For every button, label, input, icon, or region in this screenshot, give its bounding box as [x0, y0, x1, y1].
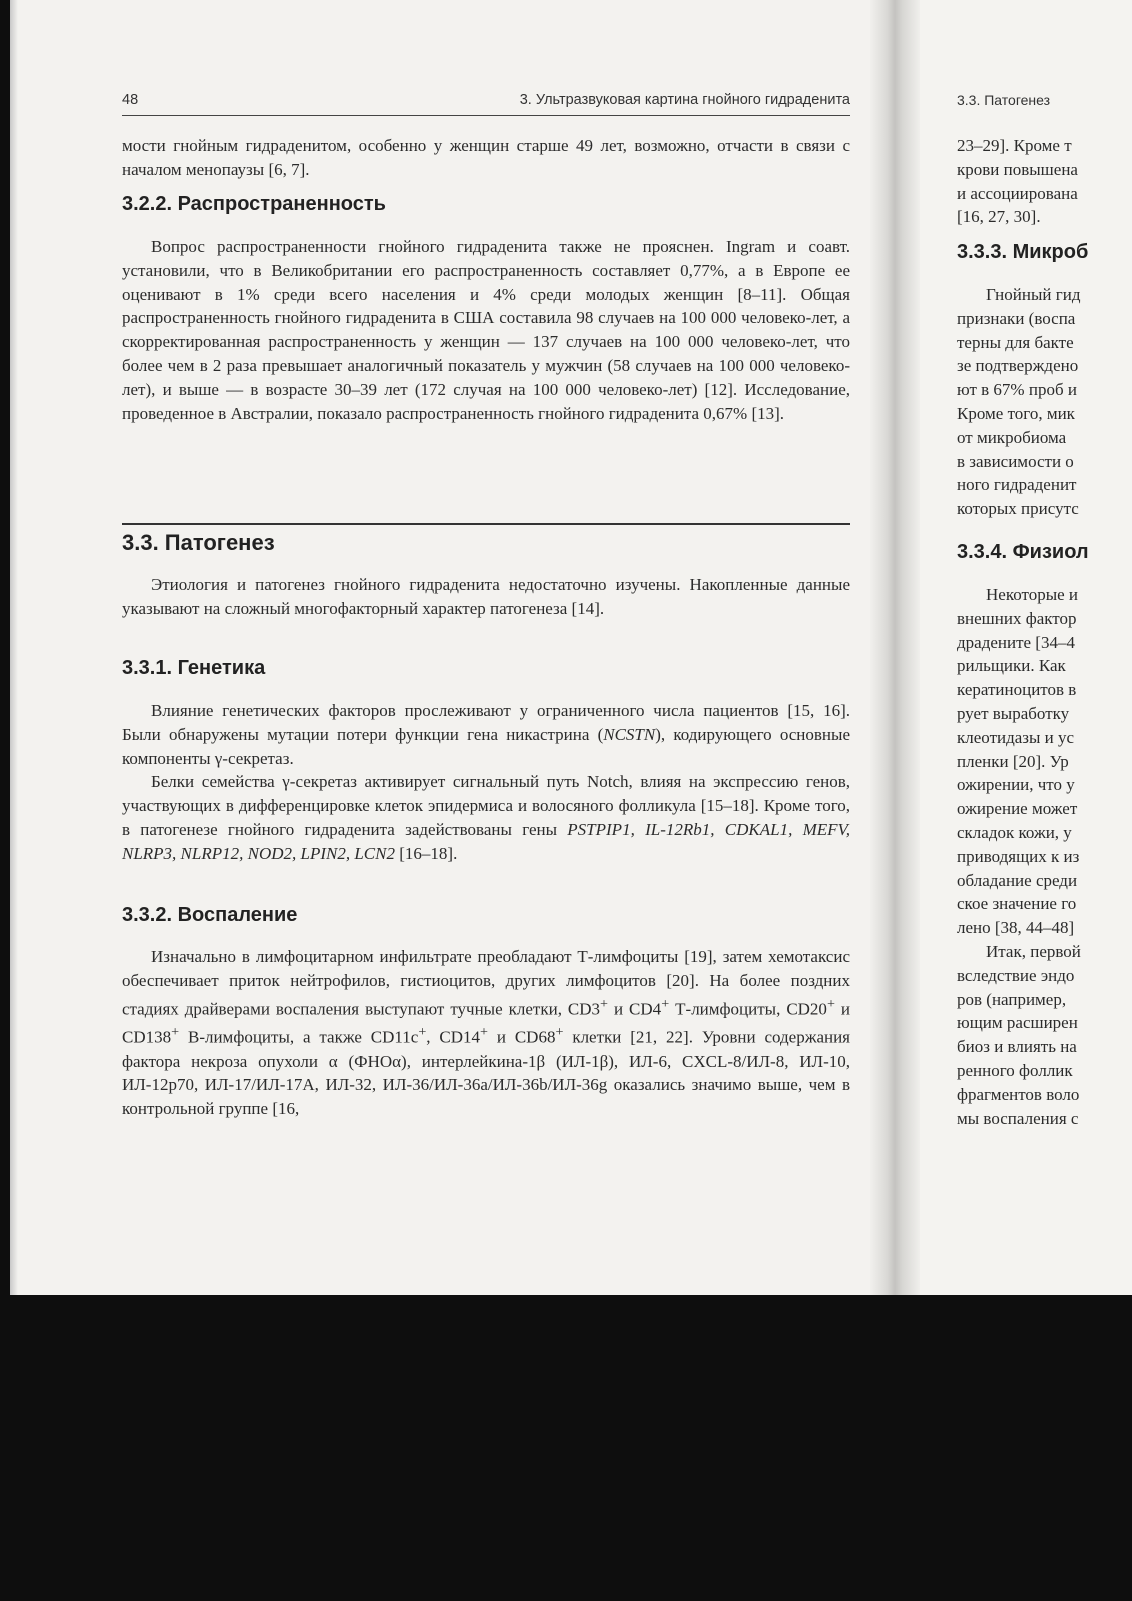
section-3-3-1-text — [122, 699, 850, 866]
running-title: 3. Ультразвуковая картина гнойного гидраденита — [519, 92, 850, 108]
text-line: Гнойный гид — [986, 285, 1081, 304]
text-line: приводящих к из — [957, 846, 1080, 866]
text-line: мы воспаления с — [957, 1108, 1079, 1128]
text-line: фрагментов воло — [957, 1084, 1080, 1104]
text-line: лено [38, 44–48] — [957, 918, 1075, 938]
right-page — [920, 0, 1132, 1295]
text-line: пленки [20]. Ур — [957, 751, 1069, 771]
right-running-title: 3.3. Патогенез — [957, 92, 1051, 108]
text-line: вследствие эндо — [957, 965, 1075, 985]
text-line: кератиноцитов в — [957, 680, 1077, 700]
text-line: ожирение может — [957, 799, 1078, 819]
text-line: клеотидазы и ус — [957, 727, 1075, 747]
text-line: и ассоциирована — [957, 183, 1078, 203]
genetics-paragraph-1: Влияние генетических факторов прослеживают у ограниченного числа пациентов [15, 16]. Были обнаружены мутации потери функции гена никастрина (NCSTN), кодирующего основные компоненты γ-секретаз. — [122, 701, 850, 768]
text-line: внешних фактор — [957, 608, 1077, 628]
right-block-3 — [957, 583, 1132, 1130]
text-line: драдените [34–4 — [957, 632, 1075, 652]
section-3-3-2-paragraph: Изначально в лимфоцитарном инфильтрате преобладают Т-лимфоциты [19], затем хемотаксис обеспечивает приток нейтрофилов, гистиоцитов, других лимфоцитов [20]. На более поздних стадиях драйверами воспаления выступают тучные клетки, CD3+ и CD4+ Т-лимфоциты, CD20+ и CD138+ В-лимфоциты, а также CD11c+, CD14+ и CD68+ клетки [21, 22]. Уровни содержания фактора некроза опухоли α (ФНОα), интерлейкина-1β (ИЛ-1β), ИЛ-6, CXCL-8/ИЛ-8, ИЛ-10, ИЛ-12p70, ИЛ-17/ИЛ-17А, ИЛ-32, ИЛ-36/ИЛ-36a/ИЛ-36b/ИЛ-36g оказались значимо выше, чем в контрольной группе [16, — [122, 947, 850, 1119]
text-line: 23–29]. Кроме т — [957, 136, 1072, 155]
section-divider — [122, 523, 850, 525]
page-edge-shadow — [10, 0, 18, 1295]
text-line: Кроме того, мик — [957, 403, 1075, 423]
section-3-3-1-heading: 3.3.1. Генетика — [122, 657, 266, 679]
text-line: Итак, первой — [986, 941, 1081, 961]
text-line: Некоторые и — [986, 585, 1079, 604]
book-gutter — [870, 0, 920, 1295]
text-line: зе подтверждено — [957, 356, 1079, 376]
text-line: ющим расширен — [957, 1013, 1078, 1033]
text-line: ют в 67% проб и — [957, 380, 1077, 400]
text-line: [16, 27, 30]. — [957, 207, 1041, 227]
text-line: обладание среди — [957, 870, 1078, 890]
text-line: складок кожи, у — [957, 822, 1072, 842]
text-line: биоз и влиять на — [957, 1037, 1077, 1057]
text-line: крови повышена — [957, 159, 1078, 179]
text-line: рильщики. Как — [957, 656, 1066, 676]
text-line: ного гидраденит — [957, 475, 1077, 495]
right-block-1 — [957, 134, 1132, 229]
running-header — [122, 92, 850, 116]
page-number: 48 — [122, 92, 139, 108]
section-3-3-heading: 3.3. Патогенез — [122, 530, 275, 555]
text-line: ское значение го — [957, 894, 1077, 914]
intro-paragraph: мости гнойным гидраденитом, особенно у женщин старше 49 лет, возможно, отчасти в связи с началом менопаузы [6, 7]. — [122, 136, 850, 179]
section-3-2-2-paragraph: Вопрос распространенности гнойного гидраденита также не прояснен. Ingram и соавт. установили, что в Великобритании его распространенность составляет 0,77%, а в Европе ее оценивают в 1% среди всего населения и 4% среди молодых женщин [8–11]. Общая распространенность гнойного гидраденита в США составила 98 случаев на 100 000 человеко-лет, а скорректированная распространенность у женщин — 137 случаев на 100 000 человеко-лет, что более чем в 2 раза превышает аналогичный показатель у мужчин (58 случаев на 100 000 человеко-лет), и выше — в возрасте 30–39 лет (172 случая на 100 000 человеко-лет) [12]. Исследование, проведенное в Австралии, показало распространенность гнойного гидраденита 0,67% [13]. — [122, 237, 850, 423]
text-line: в зависимости о — [957, 451, 1074, 471]
text-line: ожирении, что у — [957, 775, 1075, 795]
section-3-3-4-heading: 3.3.4. Физиол — [957, 541, 1089, 563]
text-line: признаки (воспа — [957, 308, 1076, 328]
text-line: ров (например, — [957, 989, 1067, 1009]
text-line: которых присутс — [957, 499, 1079, 519]
text-line: ренного фоллик — [957, 1060, 1073, 1080]
section-3-3-paragraph: Этиология и патогенез гнойного гидраденита недостаточно изучены. Накопленные данные указывают на сложный многофакторный характер патогенеза [14]. — [122, 575, 850, 618]
section-3-2-2-heading: 3.2.2. Распространенность — [122, 193, 386, 215]
text-line: терны для бакте — [957, 332, 1074, 352]
right-block-2 — [957, 283, 1132, 521]
text-line: рует выработку — [957, 703, 1070, 723]
text-line: от микробиома — [957, 427, 1067, 447]
section-3-3-2-heading: 3.3.2. Воспаление — [122, 904, 298, 926]
genetics-paragraph-2: Белки семейства γ-секретаз активирует сигнальный путь Notch, влияя на экспрессию генов, участвующих в дифференцировке клеток эпидермиса и волосяного фолликула [15–18]. Кроме того, в патогенезе гнойного гидраденита задействованы гены PSTPIP1, IL-12Rb1, CDKAL1, MEFV, NLRP3, NLRP12, NOD2, LPIN2, LCN2 [16–18]. — [122, 772, 850, 863]
section-3-3-3-heading: 3.3.3. Микроб — [957, 241, 1089, 263]
